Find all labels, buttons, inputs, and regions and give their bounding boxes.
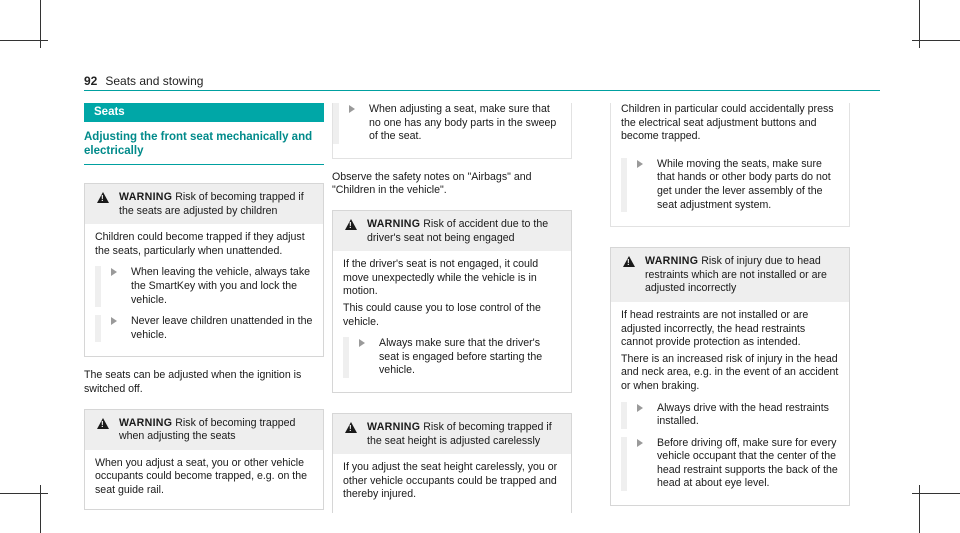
warning-box bbox=[610, 247, 850, 506]
bullet-item bbox=[95, 266, 313, 307]
warning-body bbox=[85, 224, 323, 356]
spacer bbox=[332, 393, 572, 413]
bullet-item bbox=[333, 103, 561, 144]
bullet-text: When adjusting a seat, make sure that no one has any body parts in the sweep of the seat. bbox=[369, 103, 557, 143]
warning-headline: Risk of accident due to the driver's seat not being engaged bbox=[367, 217, 549, 244]
warning-box bbox=[84, 183, 324, 357]
warning-header bbox=[611, 248, 849, 302]
crop-mark bbox=[912, 40, 960, 41]
page-header bbox=[84, 74, 203, 88]
warning-triangle-icon bbox=[97, 192, 109, 203]
warning-headline: Risk of becoming trapped when adjusting the seats bbox=[119, 416, 296, 443]
bullet-item bbox=[621, 437, 839, 491]
crop-mark bbox=[912, 493, 960, 494]
bullet-text: Always make sure that the driver's seat is engaged before starting the vehicle. bbox=[379, 337, 543, 377]
warning-text: There is an increased risk of injury in the head and neck area, e.g. in the event of an accident or when braking. bbox=[621, 352, 839, 392]
arrow-icon bbox=[637, 439, 643, 447]
arrow-icon bbox=[111, 268, 117, 276]
warning-keyword: WARNING bbox=[645, 255, 699, 268]
section-title: Seats bbox=[84, 103, 324, 122]
bullet-item bbox=[621, 402, 839, 429]
warning-text: This could cause you to lose control of the vehicle. bbox=[343, 301, 541, 328]
warning-body bbox=[333, 454, 571, 513]
warning-text: If the driver's seat is not engaged, it could move unexpectedly while the vehicle is in motion. bbox=[343, 258, 539, 298]
body-paragraph: Observe the safety notes on "Airbags" and "Children in the vehicle". bbox=[332, 170, 532, 197]
body-paragraph: The seats can be adjusted when the ignition is switched off. bbox=[84, 369, 302, 395]
crop-mark bbox=[0, 493, 48, 494]
running-title: Seats and stowing bbox=[105, 74, 204, 88]
warning-box bbox=[84, 409, 324, 510]
warning-text: When you adjust a seat, you or other vehicle occupants could become trapped, e.g. on the seat guide rail. bbox=[95, 456, 308, 496]
warning-triangle-icon bbox=[345, 422, 357, 433]
warning-keyword: WARNING bbox=[367, 217, 421, 230]
spacer bbox=[610, 227, 850, 247]
arrow-icon bbox=[111, 317, 117, 325]
arrow-icon bbox=[637, 160, 643, 168]
bullet-text: When leaving the vehicle, always take the SmartKey with you and lock the vehicle. bbox=[131, 266, 311, 306]
warning-text: Children in particular could accidentally press the electrical seat adjustment buttons and become trapped. bbox=[621, 103, 834, 143]
warning-box bbox=[332, 210, 572, 393]
bullet-text: Before driving off, make sure for every vehicle occupant that the center of the head restraint supports the back of the head at about eye level. bbox=[657, 436, 838, 490]
column-3 bbox=[610, 103, 850, 506]
bullet-item bbox=[95, 315, 313, 342]
bullet-text: While moving the seats, make sure that hands or other body parts do not get under the lever assembly of the seat adjustment system. bbox=[657, 157, 831, 211]
bullet-item bbox=[343, 337, 561, 378]
warning-header bbox=[85, 184, 323, 224]
warning-headline: Risk of becoming trapped if the seat height is adjusted carelessly bbox=[367, 420, 552, 447]
warning-body bbox=[333, 251, 571, 392]
bullet-item bbox=[621, 158, 839, 212]
warning-body bbox=[611, 302, 849, 505]
warning-keyword: WARNING bbox=[119, 416, 173, 429]
warning-box bbox=[332, 413, 572, 513]
crop-mark bbox=[0, 40, 48, 41]
warning-text: If head restraints are not installed or are adjusted incorrectly, the head restraints cannot provide protection as intended. bbox=[621, 308, 809, 349]
warning-triangle-icon bbox=[623, 256, 635, 267]
bullet-text: Always drive with the head restraints installed. bbox=[657, 401, 829, 428]
warning-triangle-icon bbox=[97, 418, 109, 429]
warning-headline: Risk of becoming trapped if the seats are adjusted by children bbox=[119, 191, 304, 217]
header-rule bbox=[84, 90, 880, 91]
warning-triangle-icon bbox=[345, 219, 357, 230]
arrow-icon bbox=[359, 339, 365, 347]
warning-keyword: WARNING bbox=[367, 420, 421, 433]
warning-body bbox=[85, 450, 323, 509]
arrow-icon bbox=[349, 105, 355, 113]
continued-warning-box bbox=[610, 103, 850, 227]
warning-keyword: WARNING bbox=[119, 191, 173, 203]
warning-header bbox=[333, 414, 571, 454]
warning-header bbox=[333, 211, 571, 251]
continued-warning-box bbox=[332, 103, 572, 159]
column-2 bbox=[332, 103, 572, 513]
bullet-text: Never leave children unattended in the vehicle. bbox=[131, 315, 313, 341]
warning-header bbox=[85, 410, 323, 450]
warning-text: Children could become trapped if they adjust the seats, particularly when unattended. bbox=[95, 231, 305, 257]
warning-text: If you adjust the seat height carelessly, you or other vehicle occupants could be trapped and thereby injured. bbox=[343, 461, 558, 501]
page-number: 92 bbox=[84, 74, 98, 88]
arrow-icon bbox=[637, 404, 643, 412]
column-1 bbox=[84, 103, 324, 510]
subsection-title: Adjusting the front seat mechanically and electrically bbox=[84, 130, 324, 165]
warning-headline: Risk of injury due to head restraints which are not installed or are adjusted incorrectly bbox=[645, 255, 827, 295]
